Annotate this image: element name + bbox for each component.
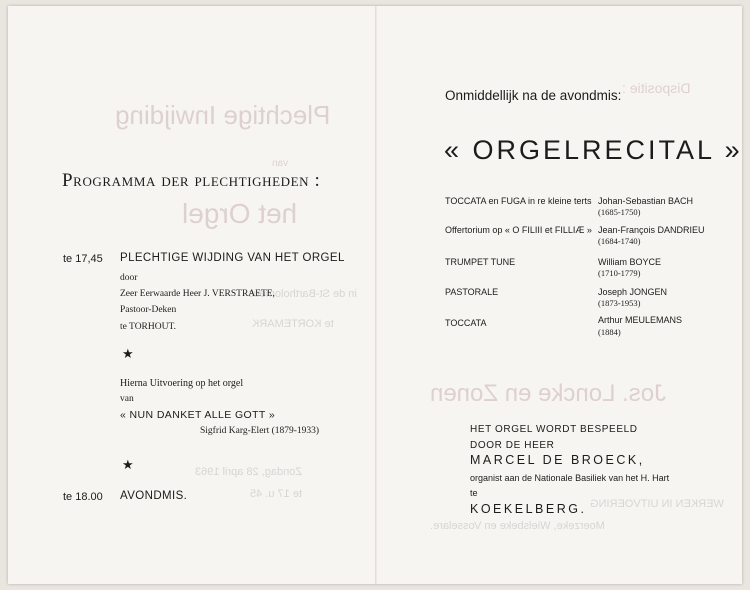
event-label-2: AVONDMIS.	[120, 490, 188, 502]
performance-line-2: van	[120, 394, 134, 404]
program-dates-1: (1685-1750)	[598, 207, 641, 217]
performance-composer: Sigfrid Karg-Elert (1879-1933)	[200, 426, 320, 436]
event-detail-1: door	[120, 273, 138, 283]
program-dates-4: (1873-1953)	[598, 298, 641, 308]
program-composer-3: William BOYCE	[598, 257, 662, 267]
event-detail-3: Pastoor-Deken	[120, 305, 177, 315]
event-label-1: PLECHTIGE WIJDING VAN HET ORGEL	[120, 252, 345, 264]
star-divider-2: ★	[122, 457, 134, 472]
program-composer-1: Johan-Sebastian BACH	[598, 196, 694, 206]
bleed-van: van	[272, 158, 289, 169]
event-time-2: te 18.00	[63, 491, 103, 503]
bleed-date: Zondag, 28 april 1963	[195, 466, 303, 478]
bleed-place: te KORTEMARK	[252, 318, 334, 330]
bleed-dispositie: Dispositie :	[622, 80, 691, 96]
played-by-line-1: HET ORGEL WORDT BESPEELD	[470, 424, 638, 435]
bleed-works: WERKEN IN UITVOERING	[590, 498, 724, 510]
program-dates-3: (1710-1779)	[598, 268, 641, 278]
event-detail-4: te TORHOUT.	[120, 322, 176, 332]
te-label: te	[470, 488, 478, 498]
program-piece-4: PASTORALE	[445, 287, 499, 297]
center-fold	[375, 6, 377, 584]
bleed-title-1: Plechtige Inwijding	[115, 100, 331, 130]
bleed-church: in de St-Bartholomeus	[248, 288, 357, 300]
recital-title: « ORGELRECITAL »	[444, 135, 743, 165]
program-piece-1: TOCCATA en FUGA in re kleine terts	[445, 196, 592, 206]
performance-piece: « NUN DANKET ALLE GOTT »	[120, 409, 276, 421]
program-piece-3: TRUMPET TUNE	[445, 257, 516, 267]
program-composer-5: Arthur MEULEMANS	[598, 315, 683, 325]
star-divider-1: ★	[122, 346, 134, 361]
performance-line-1: Hierna Uitvoering op het orgel	[120, 378, 244, 389]
organist-name: MARCEL DE BROECK,	[470, 453, 645, 467]
program-dates-2: (1684-1740)	[598, 236, 641, 246]
organist-city: KOEKELBERG.	[470, 502, 587, 516]
program-dates-5: (1884)	[598, 327, 621, 337]
organist-description: organist aan de Nationale Basiliek van het H. Hart	[470, 473, 670, 483]
program-piece-5: TOCCATA	[445, 318, 487, 328]
program-composer-2: Jean-François DANDRIEU	[598, 225, 705, 235]
played-by-line-2: DOOR DE HEER	[470, 440, 555, 451]
recital-intro: Onmiddellijk na de avondmis:	[445, 88, 622, 103]
bleed-places: Moerzeke, Wielsbeke en Vosselare.	[430, 520, 605, 532]
event-time-1: te 17,45	[63, 253, 103, 265]
program-title: Programma der plechtigheden :	[62, 170, 321, 191]
program-composer-4: Joseph JONGEN	[598, 287, 668, 297]
bleed-hour: te 17 u. 45	[250, 488, 302, 500]
event-detail-2: Zeer Eerwaarde Heer J. VERSTRAETE,	[120, 289, 275, 299]
bleed-builder: Jos. Loncke en Zonen	[430, 380, 667, 407]
program-piece-2: Offertorium op « O FILIII et FILLIÆ »	[445, 225, 592, 235]
bleed-title-2: het Orgel	[182, 198, 298, 229]
